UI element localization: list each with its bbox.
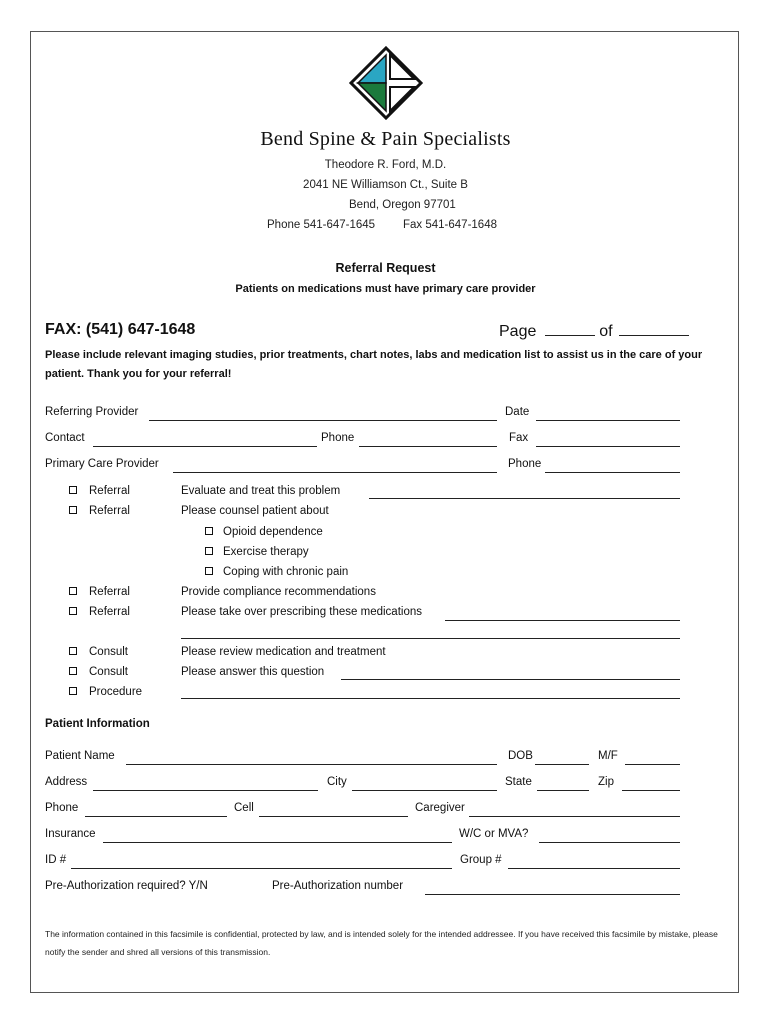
counsel-topic-coping xyxy=(205,566,348,578)
question-field[interactable] xyxy=(341,679,680,680)
state-label: State xyxy=(505,776,532,788)
counsel-topic-opioid xyxy=(205,526,323,538)
insurance-label: Insurance xyxy=(45,828,96,840)
counsel-topic-exercise xyxy=(205,546,309,558)
option-text: Evaluate and treat this problem xyxy=(181,485,341,497)
group-field[interactable] xyxy=(508,868,680,869)
checkbox[interactable] xyxy=(69,486,77,494)
caregiver-label: Caregiver xyxy=(415,802,465,814)
patient-name-label: Patient Name xyxy=(45,750,115,762)
doctor-name: Theodore R. Ford, M.D. xyxy=(324,159,447,171)
referring-provider-label: Referring Provider xyxy=(45,406,139,418)
option-type: Referral xyxy=(89,505,130,517)
contact-label: Contact xyxy=(45,432,85,444)
zip-field[interactable] xyxy=(622,790,680,791)
procedure-field[interactable] xyxy=(181,698,680,699)
contact-phone-label: Phone xyxy=(321,432,355,444)
address-label: Address xyxy=(45,776,88,788)
cell-label: Cell xyxy=(234,802,254,814)
medications-field[interactable] xyxy=(445,620,680,621)
medications-field-2[interactable] xyxy=(181,638,680,639)
contact-fax-label: Fax xyxy=(509,432,529,444)
topic-label: Coping with chronic pain xyxy=(223,566,349,578)
option-type: Referral xyxy=(89,606,130,618)
pcp-phone-label: Phone xyxy=(508,458,542,470)
checkbox[interactable] xyxy=(69,647,77,655)
preauth-number-label: Pre-Authorization number xyxy=(272,880,404,892)
date-field[interactable] xyxy=(536,420,680,421)
option-type: Referral xyxy=(89,485,130,497)
preauth-number-field[interactable] xyxy=(425,894,680,895)
checkbox[interactable] xyxy=(205,527,213,535)
checkbox[interactable] xyxy=(205,567,213,575)
zip-label: Zip xyxy=(598,776,614,788)
patient-phone-field[interactable] xyxy=(85,816,227,817)
checkbox[interactable] xyxy=(69,506,77,514)
contact-phone-field[interactable] xyxy=(359,446,497,447)
sex-field[interactable] xyxy=(625,764,680,765)
company-logo xyxy=(349,46,423,120)
option-type: Referral xyxy=(89,586,130,598)
patient-name-field[interactable] xyxy=(126,764,497,765)
pcp-phone-field[interactable] xyxy=(545,472,680,473)
evaluate-problem-field[interactable] xyxy=(369,498,680,499)
preauth-required-label: Pre-Authorization required? Y/N xyxy=(45,880,208,892)
form-subtitle: Patients on medications must have primary care provider xyxy=(235,283,536,295)
checkbox[interactable] xyxy=(69,607,77,615)
checkbox[interactable] xyxy=(69,667,77,675)
option-procedure xyxy=(69,686,142,698)
checkbox[interactable] xyxy=(205,547,213,555)
page-number-field[interactable] xyxy=(545,321,595,336)
pcp-label: Primary Care Provider xyxy=(45,458,159,470)
contact-fax-field[interactable] xyxy=(536,446,680,447)
option-referral-evaluate xyxy=(69,485,130,497)
option-text: Provide compliance recommendations xyxy=(181,586,376,598)
patient-phone-label: Phone xyxy=(45,802,79,814)
id-field[interactable] xyxy=(71,868,452,869)
address-field[interactable] xyxy=(93,790,318,791)
group-label: Group # xyxy=(460,854,502,866)
fax-number-heading: FAX: (541) 647-1648 xyxy=(45,321,196,338)
wc-mva-field[interactable] xyxy=(539,842,680,843)
option-consult-review xyxy=(69,646,128,658)
checkbox[interactable] xyxy=(69,587,77,595)
pcp-field[interactable] xyxy=(173,472,497,473)
option-type: Procedure xyxy=(89,686,143,698)
city-label: City xyxy=(327,776,347,788)
header-phone: Phone 541-647-1645 xyxy=(267,219,376,231)
patient-info-heading: Patient Information xyxy=(45,718,150,730)
date-label: Date xyxy=(505,406,530,418)
wc-mva-label: W/C or MVA? xyxy=(459,828,529,840)
insurance-field[interactable] xyxy=(103,842,452,843)
contact-field[interactable] xyxy=(93,446,317,447)
option-referral-prescribing xyxy=(69,606,130,618)
option-referral-compliance xyxy=(69,586,130,598)
topic-label: Opioid dependence xyxy=(223,526,323,538)
instructions-text: Please include relevant imaging studies, prior treatments, chart notes, labs and medication list to assist us in the care of your patient. Thank you for your referral! xyxy=(45,349,703,380)
organization-name: Bend Spine & Pain Specialists xyxy=(260,128,511,150)
page-of-label: of xyxy=(599,323,613,340)
city-field[interactable] xyxy=(352,790,497,791)
referral-form-page xyxy=(30,31,739,993)
option-type: Consult xyxy=(89,666,128,678)
option-referral-counsel xyxy=(69,505,130,517)
dob-label: DOB xyxy=(508,750,533,762)
option-type: Consult xyxy=(89,646,128,658)
checkbox[interactable] xyxy=(69,687,77,695)
page-total-field[interactable] xyxy=(619,321,689,336)
id-label: ID # xyxy=(45,854,67,866)
form-title: Referral Request xyxy=(335,261,436,275)
referring-provider-field[interactable] xyxy=(149,420,497,421)
confidentiality-disclaimer: The information contained in this facsimile is confidential, protected by law, and is intended solely for the intended addressee. If you have received this facsimile by mistake, please notify the sender and shred all versions of this transmission. xyxy=(45,929,718,957)
sex-label: M/F xyxy=(598,750,618,762)
option-text: Please answer this question xyxy=(181,666,325,678)
topic-label: Exercise therapy xyxy=(223,546,309,558)
caregiver-field[interactable] xyxy=(469,816,680,817)
city-state-zip: Bend, Oregon 97701 xyxy=(349,199,456,211)
page-label: Page xyxy=(499,323,537,340)
cell-field[interactable] xyxy=(259,816,408,817)
dob-field[interactable] xyxy=(535,764,589,765)
option-text: Please review medication and treatment xyxy=(181,646,386,658)
header-fax: Fax 541-647-1648 xyxy=(403,219,497,231)
street-address: 2041 NE Williamson Ct., Suite B xyxy=(303,179,468,191)
option-consult-question xyxy=(69,666,128,678)
option-text: Please take over prescribing these medications xyxy=(181,606,422,618)
page-count xyxy=(499,321,689,341)
state-field[interactable] xyxy=(537,790,589,791)
option-text: Please counsel patient about xyxy=(181,505,329,517)
